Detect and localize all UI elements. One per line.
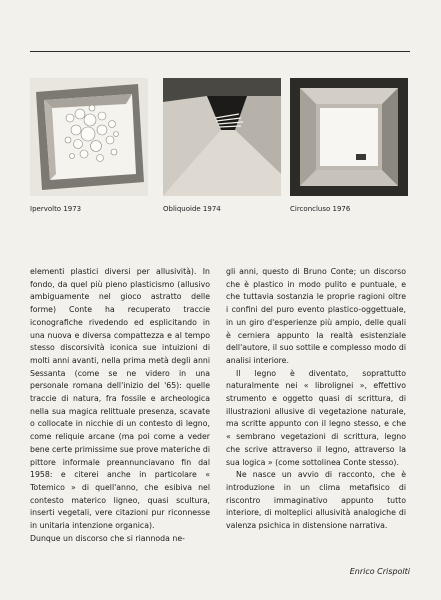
essay-paragraph: elementi plastici diversi per allusività). In fondo, da quel più pieno plasticismo (allusivo ambiguamente nel gioco astratto delle forme) Conte ha recuperato traccie iconografiche rivedendo ed esplicitando in una nuova e diversa compattezza e al tempo stesso discorsività iconica sue intuizioni di molti anni avanti, nella prima metà degli anni Sessanta (come se ne videro in una personale romana dell'inizio del '65): quelle traccie di natura, fra fossile e archeologica nella sua magica relittuale presenza, scavate o collocate in nicchie di un contesto di legno, come reliquie arcane (ma poi come a veder bene certe primissime sue prove materiche di pittore informale preannunciavano fin dal 1958: e citerei anche in particolare « Totemico » di quell'anno, che esibiva nel contesto materico ligneo, quasi scultura, inserti vegetali, vere citazioni pur riconnesse in unitaria intenzione organica). — [30, 267, 210, 531]
essay-paragraph: Ne nasce un avvio di racconto, che è introduzione in un clima metafisico di riscontro immaginativo appunto tutto interiore, di molteplici allusività analogiche di valenza psichica in distensione narrativa. — [226, 470, 406, 531]
artwork-photo-obliquoide — [163, 78, 281, 196]
header-rule — [30, 51, 410, 52]
essay-column-right — [226, 266, 406, 533]
circoncluso-image — [290, 78, 408, 196]
artwork-caption-2: Obliquoide 1974 — [163, 205, 221, 213]
artwork-caption-1: Ipervolto 1973 — [30, 205, 82, 213]
artwork-caption-3: Circoncluso 1976 — [290, 205, 351, 213]
author-signature: Enrico Crispolti — [349, 567, 410, 576]
artwork-photo-ipervolto — [30, 78, 148, 196]
essay-paragraph: Dunque un discorso che si riannoda ne- — [30, 533, 185, 543]
essay-paragraph: gli anni, questo di Bruno Conte; un discorso che è plastico in modo pulito e puntuale, e che tuttavia sostanzia le proprie ragioni oltre i confini del puro evento plastico-oggettuale, in un giro d'esperienze più ampio, delle quali è cerniera appunto la realtà esistenziale dell'autore, il suo sottile e complesso modo di analisi interiore. — [226, 267, 406, 365]
artwork-photo-circoncluso — [290, 78, 408, 196]
ipervolto-image — [30, 78, 148, 196]
obliquoide-image — [163, 78, 281, 196]
essay-column-left — [30, 266, 210, 545]
essay-paragraph: Il legno è diventato, soprattutto naturalmente nei « librolignei », effettivo strumento e oggetto quasi di scrittura, di illustrazioni allusive di vegetazione naturale, ma scritte appunto con il legno stesso, e che « sembrano vegetazioni di scrittura, legno che scrive attraverso il legno, attraverso la sua logica » (come sottolinea Conte stesso). — [226, 368, 406, 467]
